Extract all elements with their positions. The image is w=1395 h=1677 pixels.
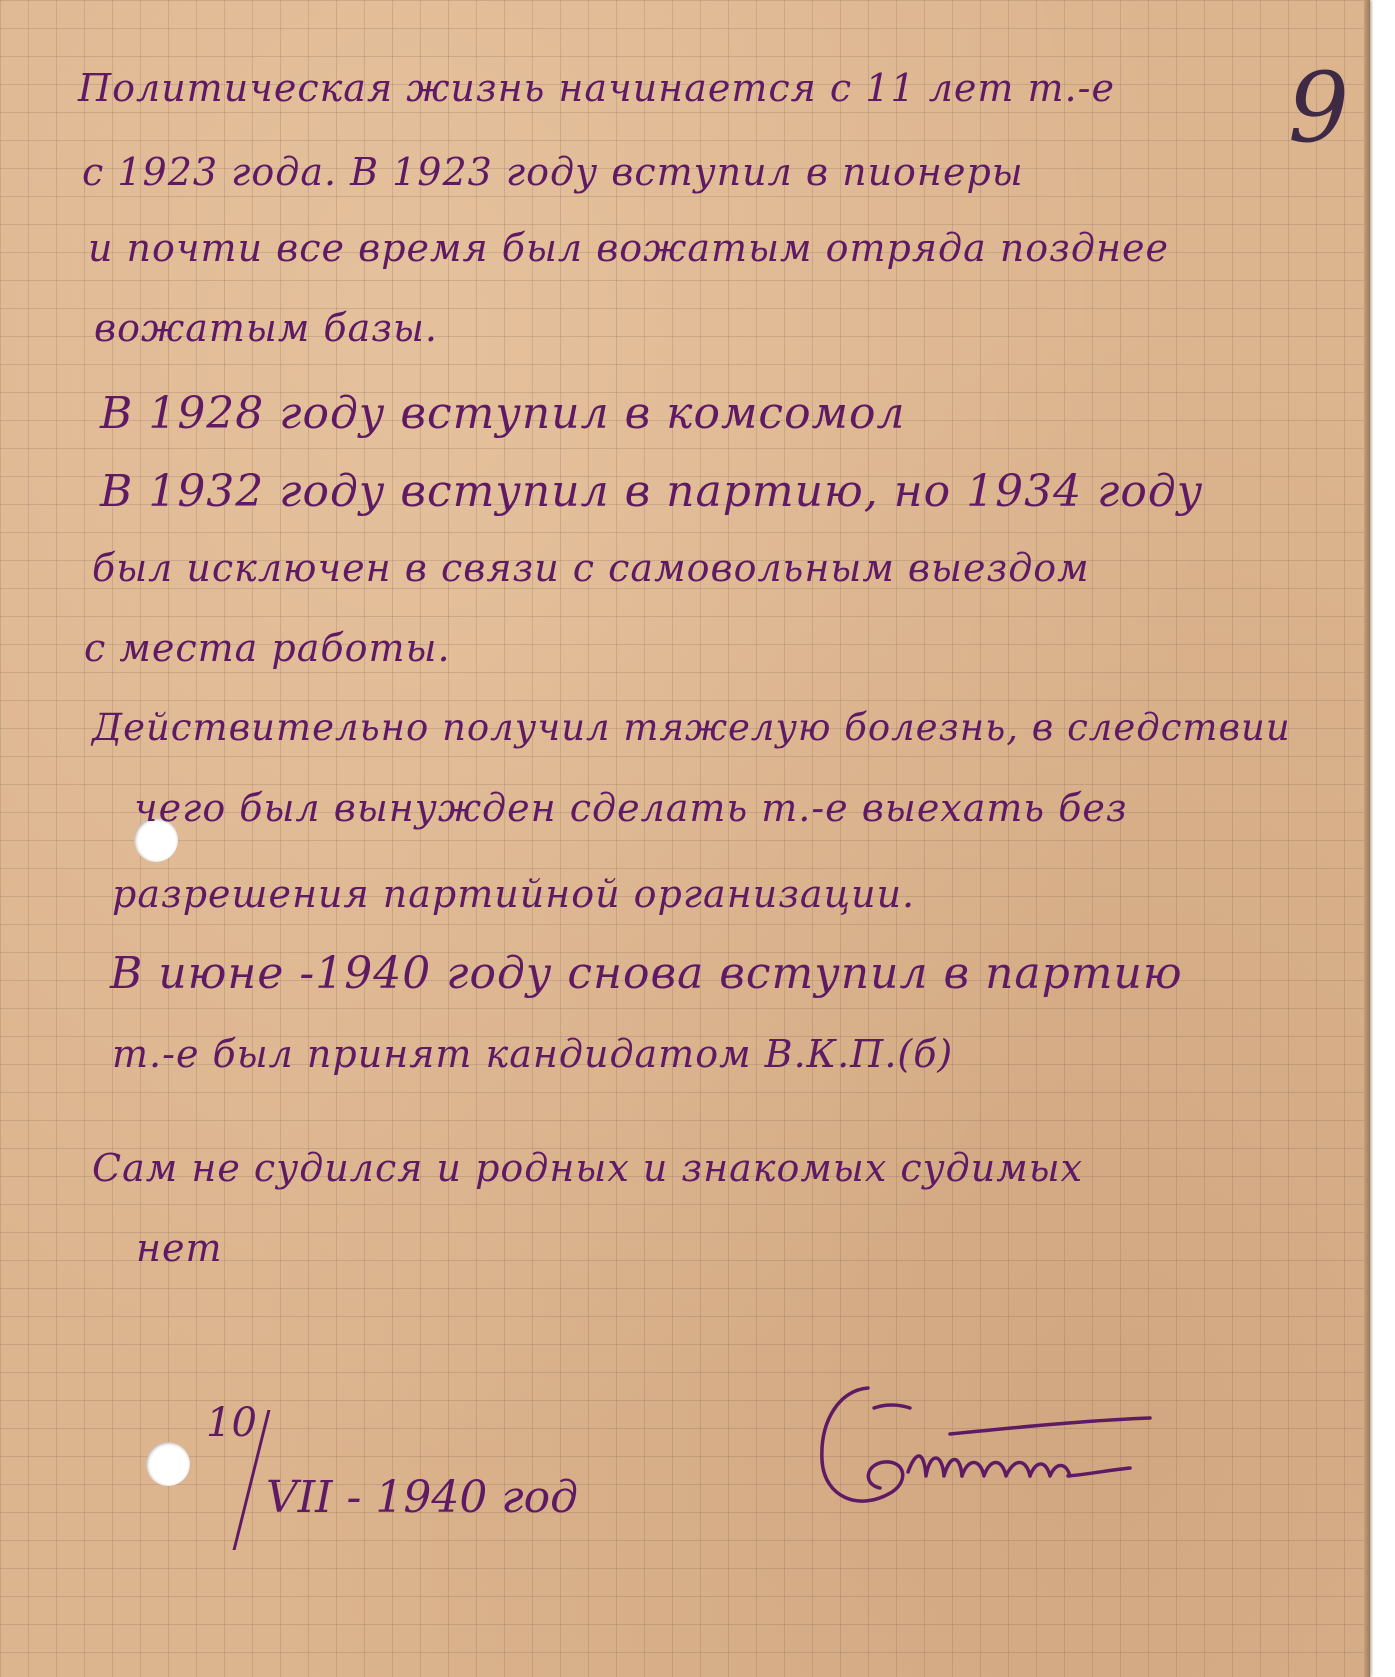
handwritten-line: и почти все время был вожатым отряда позднее xyxy=(88,226,1169,270)
handwritten-line: был исключен в связи с самовольным выездом xyxy=(92,546,1090,590)
document-date xyxy=(200,1400,580,1560)
page-number: 9 xyxy=(1288,52,1350,164)
date-month-year: VII - 1940 год xyxy=(266,1472,578,1523)
handwritten-line: разрешения партийной организации. xyxy=(112,872,916,916)
punch-hole xyxy=(146,1442,190,1486)
handwritten-line: В 1932 году вступил в партию, но 1934 году xyxy=(100,466,1204,517)
handwritten-line: Политическая жизнь начинается с 11 лет т.-е xyxy=(78,66,1115,110)
handwritten-line: с 1923 года. В 1923 году вступил в пионеры xyxy=(82,150,1024,194)
handwritten-line: Действительно получил тяжелую болезнь, в следствии xyxy=(92,706,1291,749)
date-day: 10 xyxy=(206,1400,257,1446)
handwritten-line: с места работы. xyxy=(84,626,451,670)
handwritten-line: В июне -1940 году снова вступил в партию xyxy=(110,948,1183,999)
handwritten-line: т.-е был принят кандидатом В.К.П.(б) xyxy=(112,1032,954,1076)
handwritten-line: нет xyxy=(136,1226,223,1270)
handwritten-line: чего был вынужден сделать т.-е выехать без xyxy=(134,786,1128,830)
handwritten-line: Сам не судился и родных и знакомых судимых xyxy=(92,1146,1084,1190)
handwritten-line: В 1928 году вступил в комсомол xyxy=(100,388,906,439)
handwritten-line: вожатым базы. xyxy=(94,306,439,350)
handwritten-signature xyxy=(800,1380,1220,1520)
